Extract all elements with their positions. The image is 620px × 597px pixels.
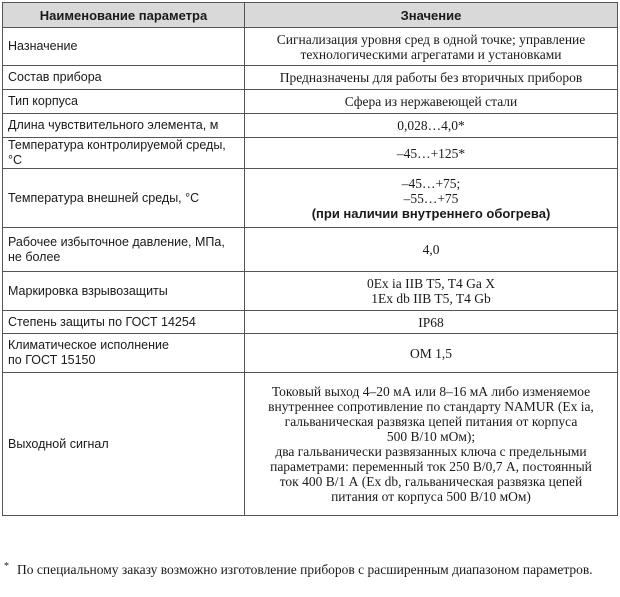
name-line: не более [8,249,61,264]
value-line: два гальванически развязанных ключа с предельными [275,444,587,459]
param-name [3,228,245,272]
value-line-note: (при наличии внутреннего обогрева) [311,205,551,221]
footnote-text: По специальному заказу возможно изготовление приборов с расширенным диапазоном параметров. [17,562,593,577]
param-value [245,28,618,66]
row-output-signal [3,373,618,516]
param-name: Назначение [3,28,245,66]
value-line: ток 400 В/1 А (Ex db, гальваническая развязка цепей [279,474,583,489]
row-operating-pressure [3,228,618,272]
param-name: Степень защиты по ГОСТ 14254 [3,311,245,334]
value-line: ОМ 1,5 [409,345,452,361]
name-line: Рабочее избыточное давление, МПа, [8,234,225,249]
name-line: Климатическое исполнение [8,338,169,352]
value-line: параметрами: переменный ток 250 В/0,7 А, постоянный [270,459,592,474]
param-name: Длина чувствительного элемента, м [3,114,245,138]
param-value [245,311,618,334]
header-value: Значение [245,3,618,28]
value-line: 1Ex db IIB T5, T4 Gb [371,291,491,306]
param-value [245,228,618,272]
row-ambient-temperature [3,169,618,228]
header-parameter-name: Наименование параметра [3,3,245,28]
param-value [245,90,618,114]
value-line: –45…+75; [401,175,461,191]
row-device-composition [3,66,618,90]
specifications-table [2,2,618,516]
footnote [4,562,616,578]
param-name: Температура контролируемой среды, °С [3,138,245,169]
param-value [245,334,618,373]
param-name: Состав прибора [3,66,245,90]
param-value [245,114,618,138]
param-name: Температура внешней среды, °С [3,169,245,228]
footnote-mark: * [4,561,9,572]
param-name: Выходной сигнал [3,373,245,516]
value-line: 0Ex ia IIB T5, T4 Ga X [366,276,496,291]
name-line: по ГОСТ 15150 [8,353,96,367]
value-line: технологическими агрегатами и установками [300,46,562,62]
value-line: Токовый выход 4–20 мА или 8–16 мА либо изменяемое [271,384,591,399]
value-line: IP68 [418,314,444,330]
value-line: питания от корпуса 500 В/10 мОм) [331,489,531,504]
value-line: –45…+125* [396,145,466,161]
row-medium-temperature [3,138,618,169]
param-value [245,66,618,90]
param-value [245,169,618,228]
value-line: внутреннее сопротивление по стандарту NAMUR (Ex ia, [268,399,594,414]
row-housing-type [3,90,618,114]
value-line: Предназначены для работы без вторичных приборов [279,70,583,85]
param-value [245,138,618,169]
value-line: Сигнализация уровня сред в одной точке; управление [276,31,586,47]
param-name [3,334,245,373]
param-name: Тип корпуса [3,90,245,114]
row-ingress-protection [3,311,618,334]
param-name: Маркировка взрывозащиты [3,272,245,311]
param-value [245,373,618,516]
param-value [245,272,618,311]
row-purpose [3,28,618,66]
row-climatic-version [3,334,618,373]
value-line: 0,028…4,0* [397,118,465,133]
row-explosion-protection [3,272,618,311]
value-line: Сфера из нержавеющей стали [344,94,518,109]
value-line: –55…+75 [403,190,459,206]
row-sensing-element-length [3,114,618,138]
value-line: гальваническая развязка цепей питания от корпуса [284,414,578,429]
header-row [3,3,618,28]
value-line: 4,0 [422,242,440,257]
value-line: 500 В/10 мОм); [386,429,476,444]
